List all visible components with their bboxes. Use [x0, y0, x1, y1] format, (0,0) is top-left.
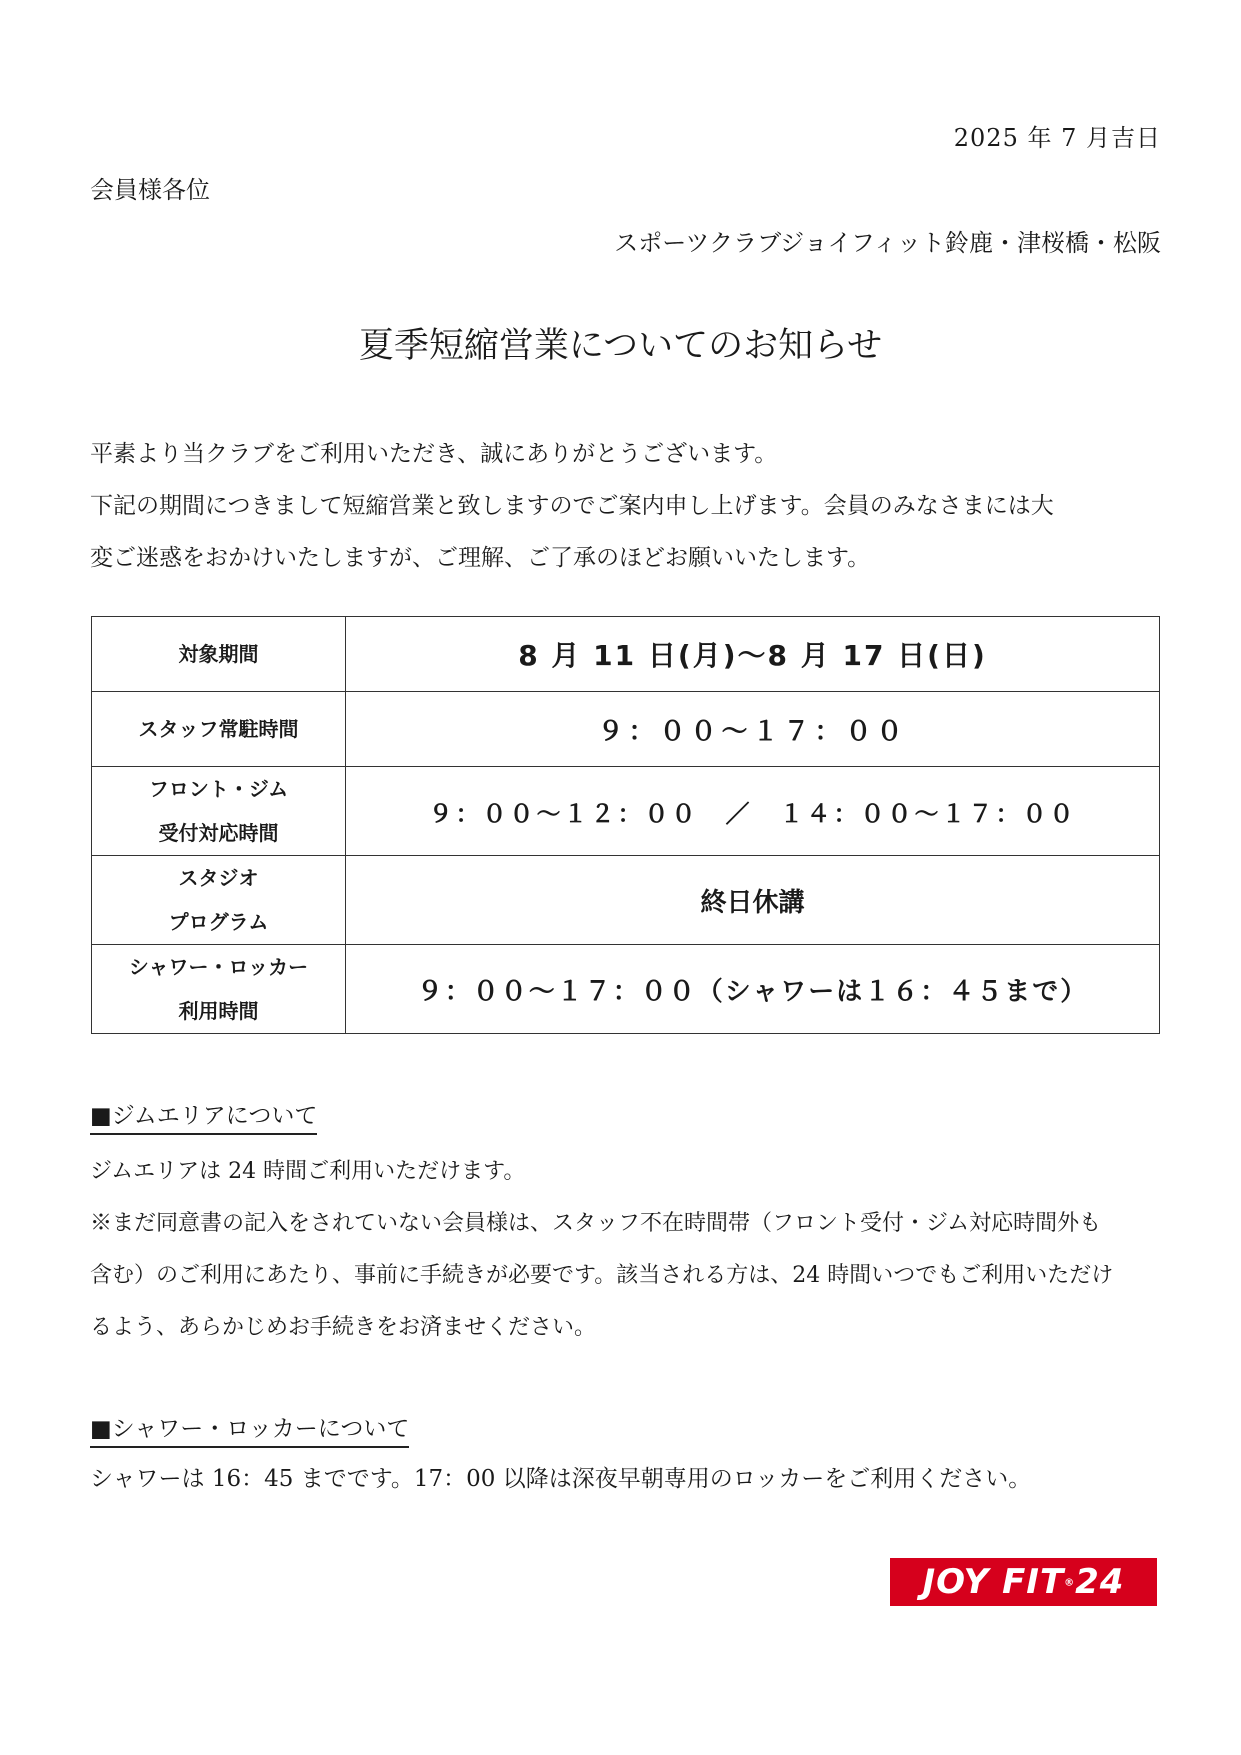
shower-section-heading: ■シャワー・ロッカーについて: [90, 1410, 409, 1448]
gym-section-body: [90, 1146, 1160, 1354]
gym-line: るよう、あらかじめお手続きをお済ませください。: [90, 1315, 597, 1340]
gym-line: 含む）のご利用にあたり、事前に手続きが必要です。該当される方は、24 時間いつでもご利用いただけ: [90, 1263, 1114, 1288]
intro-line: 平素より当クラブをご利用いただき、誠にありがとうございます。: [90, 441, 778, 467]
table-row: [92, 945, 1160, 1034]
notice-title: 夏季短縮営業についてのお知らせ: [358, 326, 883, 366]
schedule-table: [91, 616, 1160, 1034]
gym-section-heading: ■ジムエリアについて: [90, 1097, 317, 1135]
row-value: ９：００～１７：００（シャワーは１６：４５まで）: [346, 945, 1160, 1034]
shower-section-body: シャワーは 16：45 までです。17：00 以降は深夜早朝専用のロッカーをご利用ください。: [90, 1466, 1032, 1492]
row-value: ９：００～１７：００: [346, 692, 1160, 767]
row-value: 8 月 11 日(月)～8 月 17 日(日): [346, 617, 1160, 692]
gym-line: ※まだ同意書の記入をされていない会員様は、スタッフ不在時間帯（フロント受付・ジム対応時間外も: [90, 1211, 1102, 1236]
table-row: [92, 856, 1160, 945]
document-date: 2025 年 7 月吉日: [953, 124, 1161, 152]
table-row: [92, 617, 1160, 692]
row-value: ９：００～１２：００ ／ １４：００～１７：００: [346, 767, 1160, 856]
row-label: スタジオ プログラム: [92, 856, 346, 945]
recipient: 会員様各位: [90, 176, 210, 204]
row-label: スタッフ常駐時間: [92, 692, 346, 767]
row-value: 終日休講: [346, 856, 1160, 945]
table-row: [92, 767, 1160, 856]
row-label: シャワー・ロッカー 利用時間: [92, 945, 346, 1034]
table-row: [92, 692, 1160, 767]
joyfit-logo: JOY FIT®24: [890, 1558, 1157, 1606]
row-label: フロント・ジム 受付対応時間: [92, 767, 346, 856]
sender: スポーツクラブジョイフィット鈴鹿・津桜橋・松阪: [614, 229, 1161, 257]
gym-line: ジムエリアは 24 時間ご利用いただけます。: [90, 1159, 526, 1184]
intro-paragraph: [90, 428, 1158, 584]
intro-line: 変ご迷惑をおかけいたしますが、ご理解、ご了承のほどお願いいたします。: [90, 545, 871, 571]
row-label: 対象期間: [92, 617, 346, 692]
intro-line: 下記の期間につきまして短縮営業と致しますのでご案内申し上げます。会員のみなさまには大: [90, 493, 1054, 519]
